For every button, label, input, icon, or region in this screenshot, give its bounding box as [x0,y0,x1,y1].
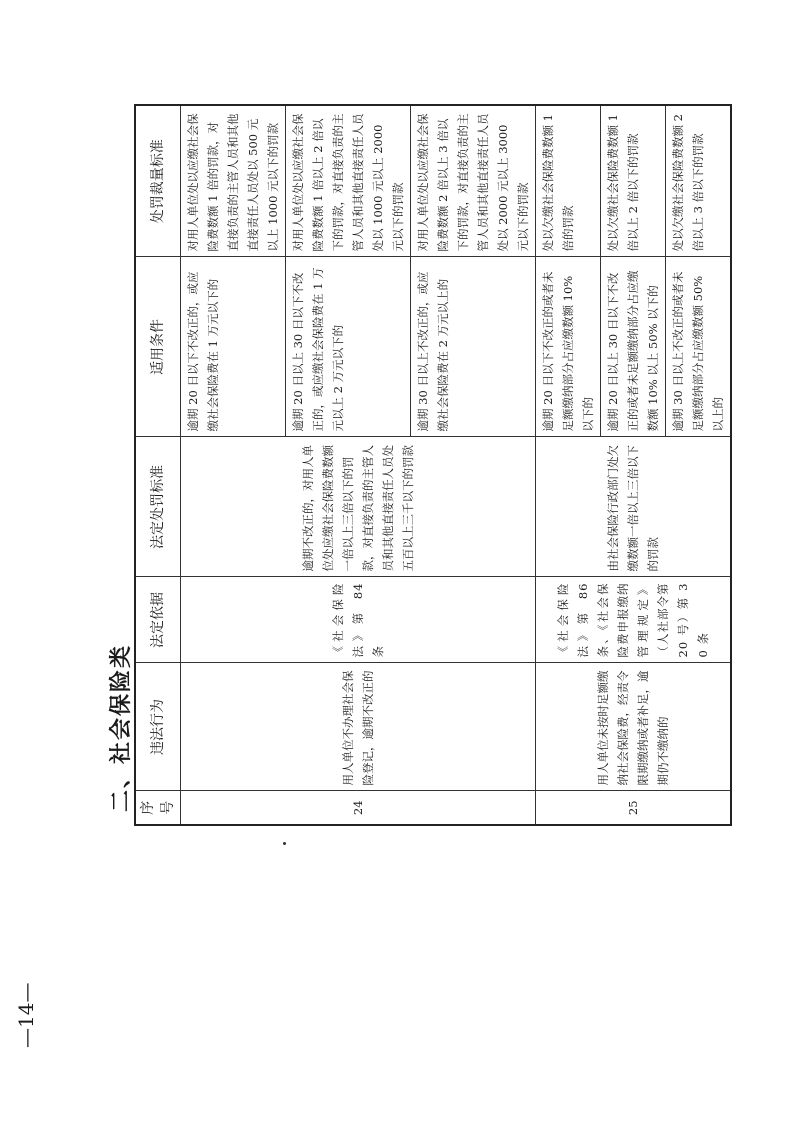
item-legal-penalty: 由社会保险行政部门处欠缴数额一倍以上三倍以下的罚款 [536,437,732,577]
item-penalty-standard: 对用人单位处以应缴社会保险费数额 1 倍以上 2 倍以下的罚款，对直接负责的主管人员和其他直接责任人员处以 1000 元以上 2000 元以下的罚款 [286,105,411,257]
item-penalty-standard: 处以欠缴社会保险费数额 2 倍以上 3 倍以下的罚款 [666,105,732,257]
item-legal-basis: 《社会保险法》第 84 条 [181,577,536,663]
item-condition: 逾期 20 日以上 30 日以下不改正的或者未足额缴纳部分占应缴数额 10% 以上 50% 以下的 [601,257,666,437]
table-header-row [135,105,181,825]
item-penalty-standard: 处以欠缴社会保险费数额 1 倍的罚款 [536,105,601,257]
table-row [181,105,286,825]
table-row [536,105,601,825]
penalty-table [134,104,732,826]
header-condition: 适用条件 [135,257,181,437]
header-penalty-standard: 处罚裁量标准 [135,105,181,257]
header-seq: 序号 [135,791,181,825]
item-legal-basis: 《社会保险法》第 86 条、《社会保险费申报缴纳管理规定》（人社部令第 20 号）第 30 条 [536,577,732,663]
item-condition: 逾期 30 日以上不改正的，或应缴社会保险费在 2 万元以上的 [411,257,536,437]
item-condition: 逾期 30 日以上不改正的或者未足额缴纳部分占应缴数额 50% 以上的 [666,257,732,437]
item-legal-penalty: 逾期不改正的，对用人单位处应缴社会保险费数额一倍以上三倍以下的罚款，对直接负责的主管人员和其他直接责任人员处五百以上三千以下的罚款 [181,437,536,577]
item-violation: 用人单位未按时足额缴纳社会保险费，经责令限期缴纳或者补足，逾期仍不缴纳的 [536,663,732,791]
header-legal-basis: 法定依据 [135,577,181,663]
item-condition: 逾期 20 日以下不改正的，或应缴社会保险费在 1 万元以下的 [181,257,286,437]
page-number: —14— [14,982,38,1048]
item-penalty-standard: 对用人单位处以应缴社会保险费数额 1 倍的罚款，对直接负责的主管人员和其他直接责任人员处以 500 元以上 1000 元以下的罚款 [181,105,286,257]
item-condition: 逾期 20 日以下不改正的或者未足额缴纳部分占应缴数额 10% 以下的 [536,257,601,437]
item-penalty-standard: 对用人单位处以应缴社会保险费数额 2 倍以上 3 倍以下的罚款，对直接负责的主管人员和其他直接责任人员处以 2000 元以上 3000 元以下的罚款 [411,105,536,257]
header-violation: 违法行为 [135,663,181,791]
scan-speck [283,842,286,845]
item-penalty-standard: 处以欠缴社会保险费数额 1 倍以上 2 倍以下的罚款 [601,105,666,257]
item-seq: 25 [536,791,732,825]
header-legal-penalty: 法定处罚标准 [135,437,181,577]
section-title: 二、社会保险类 [109,643,134,812]
item-seq: 24 [181,791,536,825]
item-condition: 逾期 20 日以上 30 日以下不改正的，或应缴社会保险费在 1 万元以上 2 万元以下的 [286,257,411,437]
item-violation: 用人单位不办理社会保险登记，逾期不改正的 [181,663,536,791]
